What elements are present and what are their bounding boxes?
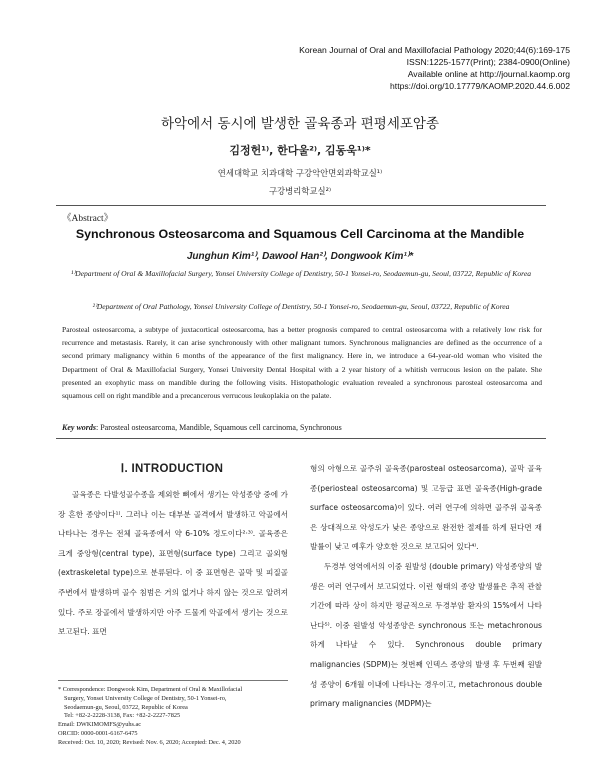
korean-affiliation-2: 구강병리학교실²⁾ <box>268 186 332 196</box>
intro-paragraph-1: 골육종은 다발성골수종을 제외한 뼈에서 생기는 악성종양 중에 가장 흔한 종양이다¹⁾. 그러나 이는 대부분 골격에서 발생하고 악골에서 나타나는 경우는 전체 골육종에서 약 6-10% 정도이다²·³⁾. 골육종은 크게 중앙형(central type), 표면형(surface type) 그리고 골외형(extraskeletal type)으로 분류된다. 이 중 표면형은 골막 및 피질골 주변에서 발생하며 골수 침범은 거의 없거나 하지 않는 것으로 알려져 있다. 주로 장골에서 발생하지만 아주 드물게 악골에서 생기는 것으로 보고된다. 표면 <box>58 490 288 637</box>
english-title: Synchronous Osteosarcoma and Squamous Cell Carcinoma at the Mandible <box>75 227 525 241</box>
english-affiliation-2: ²⁾Department of Oral Pathology, Yonsei University College of Dentistry, 50-1 Yonsei-ro, Seodaemun-gu, Seoul, 03722, Republic of Korea <box>92 302 510 311</box>
right-paragraph-1: 형의 아형으로 골주위 골육종(parosteal osteosarcoma), 골막 골육종(periosteal osteosarcoma) 및 고등급 표면 골육종(High-grade surface osteosarcoma)이 있다. 여러 연구에 의하면 골주위 골육종은 상대적으로 악성도가 낮은 종양으로 완전한 절제를 하게 된다면 재발률이 낮고 예후가 양호한 것으로 보고되어 있다⁴⁾. <box>310 464 542 552</box>
journal-issn: ISSN:1225-1577(Print); 2384-0900(Online) <box>406 57 570 67</box>
abstract-label: 《Abstract》 <box>62 214 114 224</box>
correspondence-footnote <box>58 686 288 748</box>
journal-doi[interactable]: https://doi.org/10.17779/KAOMP.2020.44.6.002 <box>390 81 570 91</box>
footnote-line: Seodaemun-gu, Seoul, 03722, Republic of Korea <box>64 703 188 711</box>
journal-citation: Korean Journal of Oral and Maxillofacial Pathology 2020;44(6):169-175 <box>299 45 570 55</box>
right-paragraph-2: 두경부 영역에서의 이중 원발성 (double primary) 악성종양의 발생은 여러 연구에서 보고되었다. 이런 형태의 종양 발생률은 추적 관찰 기간에 따라 상이 하지만 평균적으로 두경부암 환자의 15%에서 나타난다⁵⁾. 이중 원발성 악성종양은 synchronous 또는 metachronous 하게 나타날 수 있다. Synchronous double primary malignancies (SDPM)는 첫번째 인덱스 종양의 발생 후 두번째 원발성 종양이 6개월 이내에 나타나는 경우이고, metachronous double primary malignancies (MDPM)는 <box>310 561 542 709</box>
korean-authors: 김정헌¹⁾, 한다울²⁾, 김동욱¹⁾* <box>229 144 371 157</box>
right-column <box>310 459 542 714</box>
footnote-line: Tel: +82-2-2228-3138, Fax: +82-2-2227-7825 <box>64 712 181 720</box>
keywords-list: : Parosteal osteosarcoma, Mandible, Squamous cell carcinoma, Synchronous <box>96 423 342 432</box>
abstract-bottom-rule <box>56 438 546 439</box>
introduction-heading: Ⅰ. INTRODUCTION <box>120 463 224 475</box>
english-affiliation-1: ¹⁾Department of Oral & Maxillofacial Surgery, Yonsei University College of Dentistry, 50-1 Yonsei-ro, Seodaemun-gu, Seoul, 03722, Republic of Korea <box>70 269 531 278</box>
footnote-rule <box>58 680 288 681</box>
korean-title: 하악에서 동시에 발생한 골육종과 편평세포암종 <box>161 116 439 132</box>
footnote-line: * Correspondence: Dongwook Kim, Department of Oral & Maxillofacial <box>58 686 243 693</box>
footnote-orcid: ORCID: 0000-0001-6167-6475 <box>58 729 138 737</box>
keywords-label: Key words <box>62 423 96 432</box>
footnote-email[interactable]: Email: DWKIMOMFS@yuhs.ac <box>58 721 142 729</box>
korean-affiliation-1: 연세대학교 치과대학 구강악안면외과학교실¹⁾ <box>217 168 383 178</box>
keywords <box>62 423 342 432</box>
footnote-line: Surgery, Yonsei University College of Dentistry, 50-1 Yonsei-ro, <box>64 694 227 702</box>
english-authors: Junghun Kim¹⁾, Dawool Han²⁾, Dongwook Kim¹⁾* <box>186 251 414 262</box>
journal-url[interactable]: Available online at http://journal.kaomp.org <box>407 69 570 79</box>
abstract-body: Parosteal osteosarcoma, a subtype of juxtacortical osteosarcoma, has a better prognosis compared to central osteosarcoma with a relatively low risk for recurrence and metastasis. Rarely, it can arise synchronously with other malignant tumors. Synchronous malignancies are defined as the occurrence of a second primary malignancy within 6 months of the appearance of the first malignancy. Here in, we introduce a 64-year-old woman who visited the Department of Oral & Maxillofacial Surgery, Yonsei University Dental Hospital with a 2 year history of a whitish verrucous lesion on the palate. She presented an exophytic mass on mandible during the following visits. Histopathologic evaluation revealed a synchronous parosteal osteosarcoma and squamous cell on right mandible and a precancerous verrucous leukoplakia on the palate. <box>62 325 542 401</box>
footnote-dates: Received: Oct. 10, 2020; Revised: Nov. 6, 2020; Accepted: Dec. 4, 2020 <box>58 738 241 746</box>
left-column <box>58 485 288 642</box>
abstract-top-rule <box>56 205 546 206</box>
